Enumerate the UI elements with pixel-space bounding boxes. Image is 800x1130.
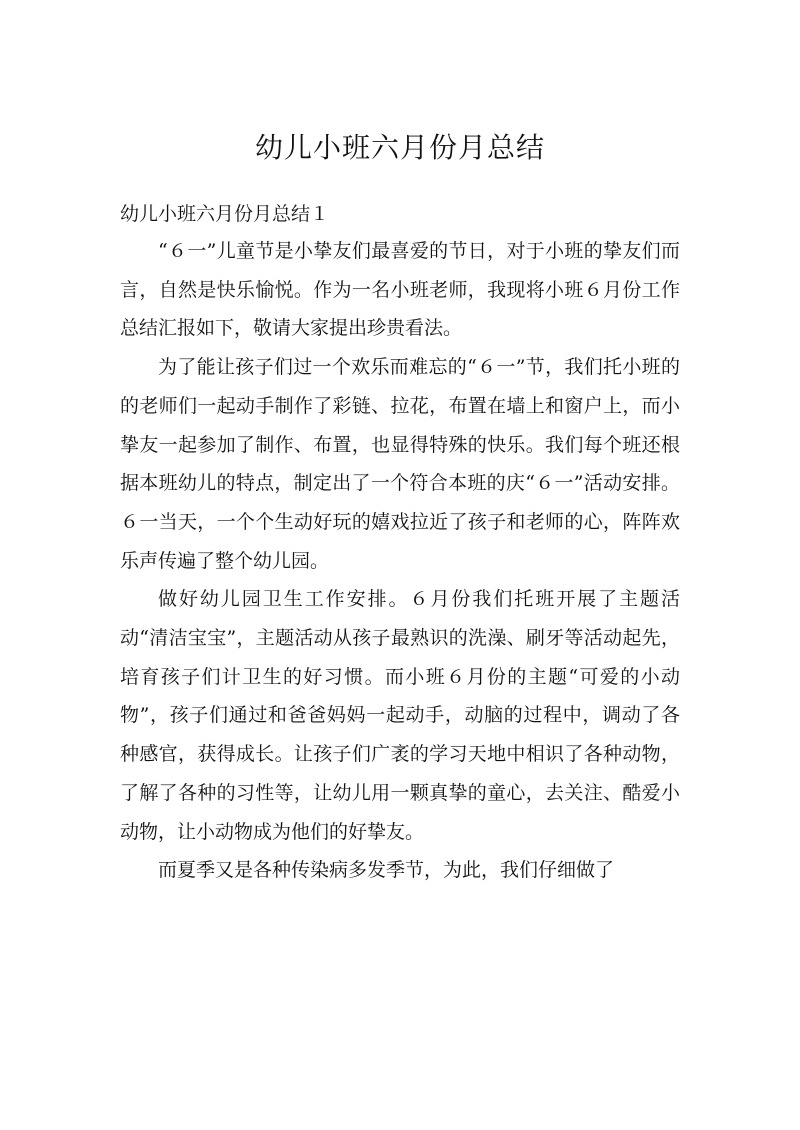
- paragraph-3: 做好幼儿园卫生工作安排。６月份我们托班开展了主题活动“清洁宝宝”，主题活动从孩子最熟识的洗澡、刷牙等活动起先，培育孩子们计卫生的好习惯。而小班６月份的主题“可爱的小动物”，孩子们通过和爸爸妈妈一起动手，动脑的过程中，调动了各种感官，获得成长。让孩子们广袤的学习天地中相识了各种动物，了解了各种的习性等，让幼儿用一颗真挚的童心，去关注、酷爱小动物，让小动物成为他们的好挚友。: [120, 588, 680, 843]
- paragraph-2: 为了能让孩子们过一个欢乐而难忘的“６一”节，我们托小班的的老师们一起动手制作了彩链、拉花，布置在墙上和窗户上，而小挚友一起参加了制作、布置，也显得特殊的快乐。我们每个班还根据本班幼儿的特点，制定出了一个符合本班的庆“６一”活动安排。６一当天，一个个生动好玩的嬉戏拉近了孩子和老师的心，阵阵欢乐声传遍了整个幼儿园。: [120, 356, 680, 572]
- paragraph-4: 而夏季又是各种传染病多发季节，为此，我们仔细做了: [158, 859, 615, 882]
- section-heading: 幼儿小班六月份月总结１: [120, 203, 330, 225]
- paragraph-1: “６一”儿童节是小挚友们最喜爱的节日，对于小班的挚友们而言，自然是快乐愉悦。作为一名小班老师，我现将小班６月份工作总结汇报如下，敬请大家提出珍贵看法。: [120, 240, 680, 340]
- document-title: 幼儿小班六月份月总结: [254, 131, 545, 164]
- document-body: [120, 196, 680, 890]
